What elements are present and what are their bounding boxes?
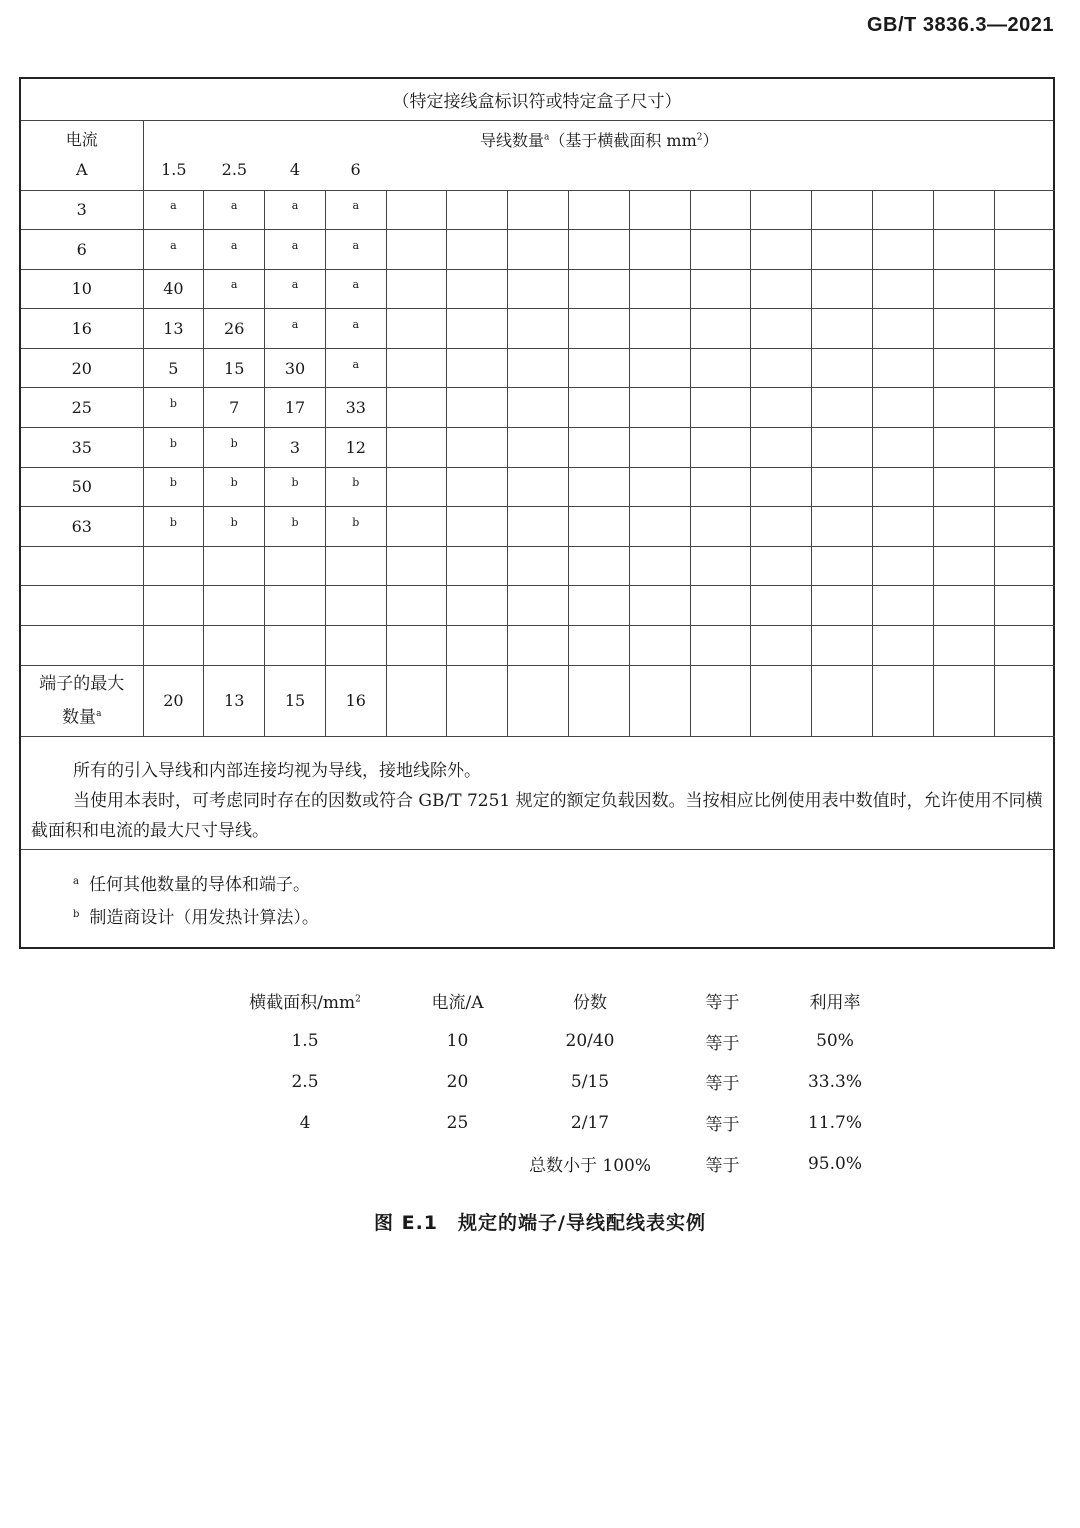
empty-cell [204,586,265,626]
empty-cell [994,626,1055,666]
conductor-count-header [143,120,1055,190]
empty-cell [386,626,447,666]
empty-cell [386,665,447,736]
empty-cell [873,507,934,547]
empty-cell [873,626,934,666]
conductor-count-title: 导线数量$^a$（基于横截面积 $mm^2$） [479,131,719,150]
empty-cell [751,507,812,547]
empty-cell [386,309,447,349]
calc-total-label: 总数小于 100% [528,1156,651,1177]
conductor-count-cell: b [143,467,204,507]
empty-cell [629,388,690,428]
calc-header-utilization: 利用率 [809,992,861,1013]
conductor-count-cell: 5 [143,348,204,388]
empty-cell [447,546,508,586]
empty-cell [386,428,447,468]
empty-cell [994,507,1055,547]
empty-cell [994,190,1055,230]
wiring-table [21,120,1055,737]
conductor-count-cell: a [325,348,386,388]
empty-cell [629,309,690,349]
conductor-count-cell: b [265,507,326,547]
empty-cell [386,586,447,626]
empty-cell [933,348,994,388]
empty-cell [690,626,751,666]
empty-cell [143,546,204,586]
conductor-count-cell: a [265,230,326,270]
empty-cell [569,230,630,270]
empty-cell [812,546,873,586]
conductor-count-cell: a [265,269,326,309]
empty-cell [569,269,630,309]
calc-area: 1.5 [291,1031,319,1052]
empty-cell [569,467,630,507]
empty-cell [508,309,569,349]
empty-cell [508,467,569,507]
empty-cell [508,507,569,547]
empty-cell [386,190,447,230]
empty-cell [204,546,265,586]
calc-total-value: 95.0% [807,1153,862,1174]
empty-cell [325,626,386,666]
empty-cell [873,665,934,736]
empty-cell [751,190,812,230]
conductor-count-cell: a [204,190,265,230]
table-row [21,309,1055,349]
conductor-count-cell: a [204,230,265,270]
empty-cell [933,388,994,428]
empty-cell [933,467,994,507]
empty-cell [508,428,569,468]
conductor-count-cell: a [325,269,386,309]
current-value: 16 [21,309,143,349]
conductor-count-cell: 40 [143,269,204,309]
calc-current: 20 [446,1071,469,1092]
conductor-count-cell: b [325,507,386,547]
table-title: （特定接线盒标识符或特定盒子尺寸） [21,79,1053,121]
empty-cell [265,586,326,626]
conductor-count-cell: 12 [325,428,386,468]
empty-cell [265,626,326,666]
empty-cell [447,428,508,468]
empty-cell [447,309,508,349]
cross-section-sizes [144,160,386,179]
conductor-count-cell: 7 [204,388,265,428]
conductor-count-cell: 33 [325,388,386,428]
current-value: 6 [21,230,143,270]
table-row [21,467,1055,507]
current-value: 63 [21,507,143,547]
empty-cell [873,348,934,388]
size-label: 4 [289,160,301,179]
empty-cell [629,269,690,309]
empty-cell [994,230,1055,270]
empty-cell [873,586,934,626]
size-label: 1.5 [161,160,187,179]
empty-row [21,626,1055,666]
calc-spacer [200,1143,410,1184]
empty-cell [21,626,143,666]
conductor-count-cell: a [325,190,386,230]
empty-cell [933,665,994,736]
empty-cell [629,507,690,547]
current-value: 10 [21,269,143,309]
empty-cell [386,467,447,507]
empty-cell [873,309,934,349]
calc-header-current: 电流/A [431,992,484,1013]
size-label: 2.5 [221,160,248,179]
remark-1: 所有的引入导线和内部连接均视为导线，接地线除外。 [73,761,481,781]
empty-cell [569,507,630,547]
empty-cell [447,626,508,666]
empty-cell [508,626,569,666]
conductor-count-cell: a [325,309,386,349]
empty-cell [873,546,934,586]
empty-cell [933,546,994,586]
calc-header-equals: 等于 [705,992,740,1013]
table-row [21,348,1055,388]
empty-cell [933,190,994,230]
empty-cell [812,467,873,507]
empty-cell [265,546,326,586]
empty-cell [873,230,934,270]
table-header-row [21,120,1055,190]
empty-cell [751,309,812,349]
current-value: 50 [21,467,143,507]
conductor-count-cell: a [143,190,204,230]
empty-cell [994,665,1055,736]
empty-cell [447,388,508,428]
empty-row [21,546,1055,586]
empty-cell [690,348,751,388]
empty-cell [994,586,1055,626]
empty-cell [386,230,447,270]
wiring-table-frame [19,77,1055,949]
empty-cell [629,586,690,626]
calc-row [200,1021,900,1062]
empty-cell [690,428,751,468]
empty-cell [386,388,447,428]
empty-cell [143,586,204,626]
empty-cell [629,190,690,230]
empty-cell [508,665,569,736]
conductor-count-cell: b [204,467,265,507]
empty-cell [508,546,569,586]
empty-cell [873,388,934,428]
empty-cell [447,467,508,507]
calc-total-row [200,1143,900,1184]
empty-cell [143,626,204,666]
current-value: 3 [21,190,143,230]
max-terminals-value: 16 [325,665,386,736]
empty-cell [812,309,873,349]
empty-cell [812,665,873,736]
table-row [21,190,1055,230]
empty-cell [386,348,447,388]
empty-cell [21,546,143,586]
conductor-count-cell: b [204,428,265,468]
empty-cell [751,626,812,666]
empty-cell [629,467,690,507]
empty-cell [447,507,508,547]
empty-cell [812,269,873,309]
conductor-count-cell: 13 [143,309,204,349]
empty-cell [933,309,994,349]
empty-cell [933,586,994,626]
empty-cell [812,428,873,468]
empty-cell [751,348,812,388]
empty-cell [933,626,994,666]
remark-2: 当使用本表时，可考虑同时存在的因数或符合 GB/T 7251 规定的额定负载因数。当按相应比例使用表中数值时，允许使用不同横截面积和电流的最大尺寸导线。 [31,791,1043,841]
calc-equals: 等于 [705,1115,740,1136]
empty-cell [325,546,386,586]
empty-row [21,586,1055,626]
empty-cell [447,586,508,626]
conductor-count-cell: a [265,190,326,230]
current-value: 20 [21,348,143,388]
empty-cell [447,230,508,270]
empty-cell [751,586,812,626]
current-header-label: 电流 [65,129,98,149]
empty-cell [508,230,569,270]
current-header [21,120,143,190]
current-value: 35 [21,428,143,468]
table-row [21,507,1055,547]
empty-cell [933,269,994,309]
empty-cell [812,348,873,388]
calc-header-row [200,980,900,1021]
conductor-count-cell: b [325,467,386,507]
empty-cell [751,665,812,736]
calc-header-area: 横截面积$/mm^2$ [249,992,361,1013]
empty-cell [933,507,994,547]
empty-cell [569,428,630,468]
empty-cell [812,586,873,626]
empty-cell [994,388,1055,428]
empty-cell [873,428,934,468]
calc-total-equals: 等于 [705,1156,740,1177]
calc-current: 25 [446,1112,469,1133]
empty-cell [21,586,143,626]
calc-utilization: 33.3% [807,1071,862,1092]
empty-cell [812,626,873,666]
empty-cell [629,546,690,586]
document-id: GB/T 3836.3—2021 [867,14,1054,36]
empty-cell [751,467,812,507]
empty-cell [386,269,447,309]
empty-cell [569,626,630,666]
conductor-count-cell: b [143,507,204,547]
empty-cell [508,586,569,626]
empty-cell [690,507,751,547]
calc-equals: 等于 [705,1033,740,1054]
empty-cell [447,269,508,309]
calc-portion: 5/15 [570,1071,610,1092]
empty-cell [508,348,569,388]
empty-cell [569,388,630,428]
empty-cell [751,269,812,309]
empty-cell [994,269,1055,309]
empty-cell [690,665,751,736]
empty-cell [508,190,569,230]
calc-header-portion: 份数 [573,992,607,1013]
conductor-count-cell: 15 [204,348,265,388]
empty-cell [569,190,630,230]
empty-cell [690,388,751,428]
empty-cell [569,546,630,586]
empty-cell [690,309,751,349]
calc-portion: 2/17 [570,1112,610,1133]
table-footnotes [21,850,1053,947]
calc-utilization: 50% [816,1031,854,1052]
empty-cell [690,467,751,507]
conductor-count-cell: b [143,428,204,468]
empty-cell [690,546,751,586]
empty-cell [569,586,630,626]
empty-cell [204,626,265,666]
empty-cell [690,586,751,626]
table-remarks [21,749,1053,850]
empty-cell [812,230,873,270]
empty-cell [447,348,508,388]
empty-cell [751,428,812,468]
empty-cell [751,546,812,586]
empty-cell [812,507,873,547]
empty-cell [629,428,690,468]
empty-cell [873,467,934,507]
calc-row [200,1062,900,1103]
conductor-count-cell: a [265,309,326,349]
empty-cell [994,348,1055,388]
empty-cell [508,269,569,309]
empty-cell [994,546,1055,586]
empty-cell [751,388,812,428]
current-value: 25 [21,388,143,428]
footnote-b: $^b$ 制造商设计（用发热计算法）。 [73,908,319,928]
table-row [21,269,1055,309]
empty-cell [508,388,569,428]
empty-cell [812,190,873,230]
max-terminals-label: 端子的最大 数量$^a$ [21,665,143,736]
empty-cell [629,348,690,388]
empty-cell [569,309,630,349]
figure-caption: 图 E.1 规定的端子/导线配线表实例 [374,1212,706,1234]
table-row [21,230,1055,270]
empty-cell [447,190,508,230]
conductor-count-cell: a [325,230,386,270]
table-row [21,388,1055,428]
conductor-count-cell: b [265,467,326,507]
empty-cell [569,665,630,736]
empty-cell [933,428,994,468]
table-row [21,428,1055,468]
current-header-unit: A [75,159,88,179]
empty-cell [933,230,994,270]
conductor-count-cell: a [204,269,265,309]
conductor-count-cell: 3 [265,428,326,468]
empty-cell [751,230,812,270]
empty-cell [812,388,873,428]
max-terminals-row [21,665,1055,736]
max-terminals-value: 15 [265,665,326,736]
max-terminals-value: 20 [143,665,204,736]
calc-row [200,1102,900,1143]
conductor-count-cell: b [204,507,265,547]
empty-cell [386,507,447,547]
calc-spacer [410,1143,505,1184]
empty-cell [690,190,751,230]
calc-utilization: 11.7% [807,1112,862,1133]
conductor-count-cell: 26 [204,309,265,349]
calc-area: 2.5 [291,1071,319,1092]
empty-cell [690,269,751,309]
empty-cell [325,586,386,626]
calc-equals: 等于 [705,1074,740,1095]
calc-current: 10 [446,1031,469,1052]
empty-cell [873,190,934,230]
size-label: 6 [350,160,361,179]
conductor-count-cell: 30 [265,348,326,388]
empty-cell [994,467,1055,507]
utilization-calculation [200,980,900,1184]
empty-cell [629,665,690,736]
calc-portion: 20/40 [565,1031,615,1052]
empty-cell [386,546,447,586]
footnote-a: $^a$ 任何其他数量的导体和端子。 [73,875,310,895]
conductor-count-cell: 17 [265,388,326,428]
empty-cell [569,348,630,388]
conductor-count-cell: b [143,388,204,428]
empty-cell [994,309,1055,349]
calc-area: 4 [299,1112,311,1133]
empty-cell [873,269,934,309]
max-terminals-value: 13 [204,665,265,736]
empty-cell [994,428,1055,468]
empty-cell [629,230,690,270]
empty-cell [447,665,508,736]
conductor-count-cell: a [143,230,204,270]
empty-cell [690,230,751,270]
empty-cell [629,626,690,666]
